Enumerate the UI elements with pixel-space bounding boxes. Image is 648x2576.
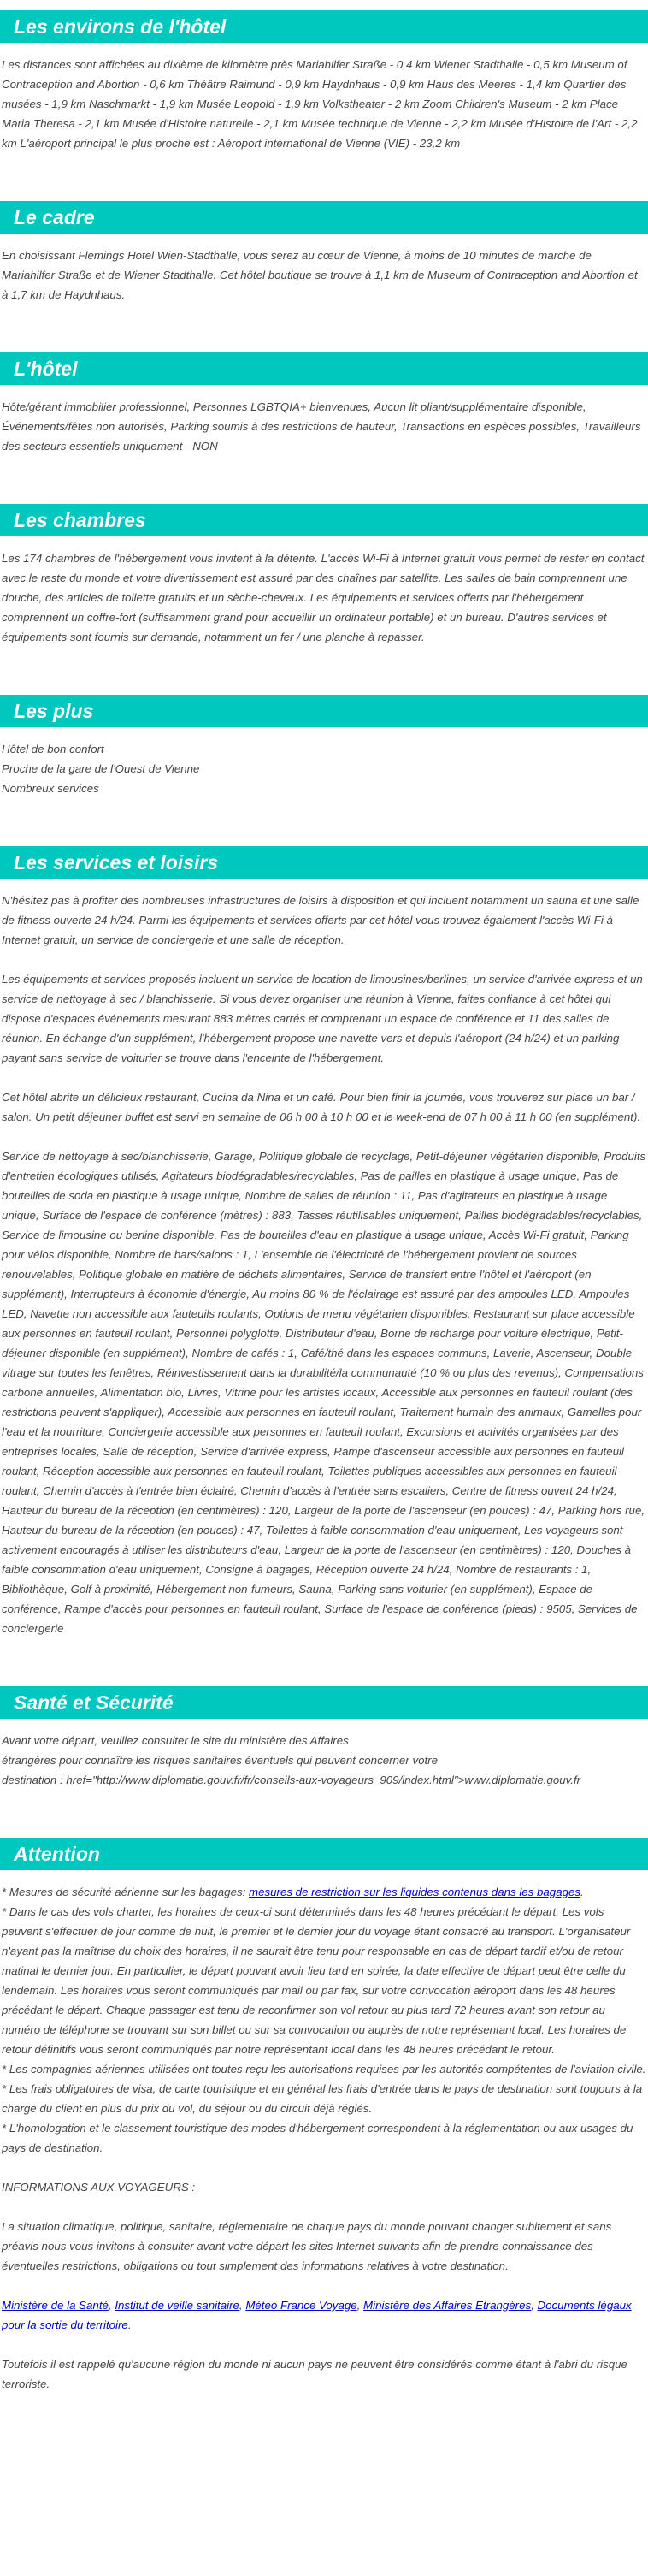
section-services xyxy=(0,846,648,1638)
highlight-item: Hôtel de bon confort xyxy=(2,743,104,755)
section-title: Les plus xyxy=(0,695,648,727)
section-body xyxy=(0,739,648,798)
info-heading: INFORMATIONS AUX VOYAGEURS : xyxy=(2,2181,196,2194)
text-line: destination : href="http://www.diplomatie.gouv.fr/fr/conseils-aux-voyageurs_909/index.html">www.diplomatie.gouv.fr xyxy=(2,1774,581,1786)
paragraph: Hôte/gérant immobilier professionnel, Personnes LGBTQIA+ bienvenues, Aucun lit pliant/supplémentaire disponible, Événements/fêtes non autorisés, Parking soumis à des restrictions de hauteur, Transactions en espèces possibles, Travailleurs des secteurs essentiels uniquement - NON xyxy=(2,400,641,453)
info-links xyxy=(2,2295,646,2335)
section-title: Les services et loisirs xyxy=(0,846,648,879)
section-body xyxy=(0,246,648,305)
airlines-note: * Les compagnies aériennes utilisées ont toutes reçu les autorisations requises par les autorités compétentes de l'aviation civile. xyxy=(2,2063,646,2076)
link-separator: , xyxy=(108,2299,115,2312)
info-text: La situation climatique, politique, sanitaire, réglementaire de chaque pays du monde pouvant changer subitement et sans préavis nous vous invitons à consulter avant votre départ les sites Internet suivants afin de prendre connaissance des éventuelles restrictions, obligations ou tout simplement des informations relatives à votre destination. xyxy=(2,2220,612,2272)
closing-note: Toutefois il est rappelé qu'aucune région du monde ni aucun pays ne peuvent être considérés comme étant à l'abri du risque terroriste. xyxy=(2,2358,627,2390)
link-separator: , xyxy=(239,2299,246,2312)
section-highlights xyxy=(0,695,648,798)
section-body xyxy=(0,891,648,1638)
paragraph: Les distances sont affichées au dixième de kilomètre près Mariahilfer Straße - 0,4 km Wiener Stadthalle - 0,5 km Museum of Contraception and Abortion - 0,6 km Théâtre Raimund - 0,9 km Haydnhaus - 0,9 km Haus des Meeres - 1,4 km Quartier des musées - 1,9 km Naschmarkt - 1,9 km Musée Leopold - 1,9 km Volkstheater - 2 km Zoom Children's Museum - 2 km Place Maria Theresa - 2,1 km Musée d'Histoire naturelle - 2,1 km Musée technique de Vienne - 2,2 km Musée d'Histoire de l'Art - 2,2 km L'aéroport principal le plus proche est : Aéroport international de Vienne (VIE) - 23,2 km xyxy=(2,58,638,150)
link-separator: , xyxy=(356,2299,364,2312)
section-title: Santé et Sécurité xyxy=(0,1686,648,1719)
link-ministere-sante[interactable]: Ministère de la Santé xyxy=(2,2299,109,2312)
link-institut-veille-sanitaire[interactable]: Institut de veille sanitaire xyxy=(115,2299,239,2312)
section-body xyxy=(0,1882,648,2394)
section-body xyxy=(0,1731,648,1790)
fees-note: * Les frais obligatoires de visa, de carte touristique et en général les frais d'entrée dans le pays de destination sont toujours à la charge du client en plus du prix du vol, du séjour ou du circuit déjà réglés. xyxy=(2,2082,643,2115)
link-documents-legaux[interactable]: Documents légaux pour la sortie du territoire xyxy=(2,2299,632,2331)
section-rooms xyxy=(0,504,648,647)
paragraph: En choisissant Flemings Hotel Wien-Stadthalle, vous serez au cœur de Vienne, à moins de 10 minutes de marche de Mariahilfer Straße et de Wiener Stadthalle. Cet hôtel boutique se trouve à 1,1 km de Museum of Contraception and Abortion et à 1,7 km de Haydnhaus. xyxy=(2,249,638,301)
paragraph: Service de nettoyage à sec/blanchisserie, Garage, Politique globale de recyclage, Petit-déjeuner végétarien disponible, Produits d'entretien écologiques utilisés, Agitateurs biodégradables/recyclables, Pas de pailles en plastique à usage unique, Pas de bouteilles de soda en plastique à usage unique, Nombre de salles de réunion : 11, Pas d'agitateurs en plastique à usage unique, Surface de l'espace de conférence (mètres) : 883, Tasses réutilisables uniquement, Pailles biodégradables/recyclables, Service de limousine ou berline disponible, Pas de bouteilles d'eau en plastique à usage unique, Accès Wi-Fi gratuit, Parking pour vélos disponible, Nombre de bars/salons : 1, L'ensemble de l'électricité de l'hébergement provient de sources renouvelables, Politique globale en matière de déchets alimentaires, Service de transfert entre l'hôtel et l'aéroport (en supplément), Interrupteurs à économie d'énergie, Au moins 80 % de l'éclairage est assuré par des ampoules LED, Ampoules LED, Navette non accessible aux fauteuils roulants, Options de menu végétarien disponibles, Restaurant sur place accessible aux personnes en fauteuil roulant, Personnel polyglotte, Distributeur d'eau, Borne de recharge pour voiture électrique, Petit-déjeuner disponible (en supplément), Nombre de cafés : 1, Café/thé dans les espaces communs, Laverie, Ascenseur, Double vitrage sur toutes les fenêtres, Réinvestissement dans la durabilité/la communauté (10 % ou plus des revenus), Compensations carbone annuelles, Alimentation bio, Livres, Vitrine pour les artistes locaux, Accessible aux personnes en fauteuil roulant (des restrictions peuvent s'appliquer), Accessible aux personnes en fauteuil roulant, Traitement humain des animaux, Gamelles pour l'eau et la nourriture, Conciergerie accessible aux personnes en fauteuil roulant, Excursions et activités organisées par des entreprises locales, Salle de réception, Service d'arrivée express, Rampe d'ascenseur accessible aux personnes en fauteuil roulant, Réception accessible aux personnes en fauteuil roulant, Toilettes publiques accessibles aux personnes en fauteuil roulant, Chemin d'accès à l'entrée bien éclairé, Chemin d'accès à l'entrée sans escaliers, Centre de fitness ouvert 24 h/24, Hauteur du bureau de la réception (en centimètres) : 120, Largeur de la porte de l'ascenseur (en pouces) : 47, Parking hors rue, Hauteur du bureau de la réception (en pouces) : 47, Toilettes à faible consommation d'eau uniquement, Les voyageurs sont activement encouragés à utiliser les distributeurs d'eau, Largeur de la porte de l'ascenseur (en centimètres) : 120, Douches à faible consommation d'eau uniquement, Consigne à bagages, Réception ouverte 24 h/24, Nombre de restaurants : 1, Bibliothèque, Golf à proximité, Hébergement non-fumeurs, Sauna, Parking sans voiturier (en supplément), Espace de conférence, Rampe d'accès pour personnes en fauteuil roulant, Surface de l'espace de conférence (pieds) : 9505, Services de conciergerie xyxy=(2,1150,646,1635)
paragraph: Les équipements et services proposés incluent un service de location de limousines/berlines, un service d'arrivée express et un service de nettoyage à sec / blanchisserie. Si vous devez organiser une réunion à Vienne, faites confiance à cet hôtel qui dispose d'espaces événements mesurant 883 mètres carrés et comprenant un espace de conférence et 11 des salles de réunion. En échange d'un supplément, l'hébergement propose une navette vers et depuis l'aéroport (24 h/24) et un parking payant sans service de voiturier se trouve dans l'enceinte de l'hébergement. xyxy=(2,973,643,1064)
section-title: Les environs de l'hôtel xyxy=(0,10,648,43)
highlight-item: Nombreux services xyxy=(2,782,99,795)
text-line: Avant votre départ, veuillez consulter le site du ministère des Affaires xyxy=(2,1734,349,1747)
section-health-safety xyxy=(0,1686,648,1790)
section-body xyxy=(0,397,648,456)
section-attention xyxy=(0,1838,648,2394)
paragraph: Cet hôtel abrite un délicieux restaurant, Cucina da Nina et un café. Pour bien finir la journée, vous trouverez sur place un bar / salon. Un petit déjeuner buffet est servi en semaine de 06 h 00 à 10 h 00 et le week-end de 07 h 00 à 11 h 00 (en supplément). xyxy=(2,1091,641,1123)
baggage-suffix: . xyxy=(580,1886,584,1898)
section-body xyxy=(0,548,648,647)
section-title: Le cadre xyxy=(0,201,648,234)
baggage-note xyxy=(2,1882,646,1902)
text-line: étrangères pour connaître les risques sanitaires éventuels qui peuvent concerner votre xyxy=(2,1754,439,1767)
baggage-prefix: * Mesures de sécurité aérienne sur les bagages: xyxy=(2,1886,249,1898)
section-surroundings xyxy=(0,10,648,153)
highlight-item: Proche de la gare de l'Ouest de Vienne xyxy=(2,762,200,775)
paragraph: N'hésitez pas à profiter des nombreuses infrastructures de loisirs à disposition et qui incluent notamment un sauna et une salle de fitness ouverte 24 h/24. Parmi les équipements et services offerts par cet hôtel vous trouvez également l'accès Wi-Fi à Internet gratuit, un service de conciergerie et une salle de réception. xyxy=(2,894,639,946)
section-body xyxy=(0,55,648,153)
section-setting xyxy=(0,201,648,305)
link-affaires-etrangeres[interactable]: Ministère des Affaires Etrangères xyxy=(363,2299,532,2312)
paragraph: Les 174 chambres de l'hébergement vous invitent à la détente. L'accès Wi-Fi à Internet gratuit vous permet de rester en contact avec le reste du monde et votre divertissement est assuré par des chaînes par satellite. Les salles de bain comprennent une douche, des articles de toilette gratuits et un sèche-cheveux. Les équipements et services offerts par l'hébergement comprennent un coffre-fort (suffisamment grand pour accueillir un ordinateur portable) et un bureau. D'autres services et équipements sont fournis sur demande, notamment un fer / une planche à repasser. xyxy=(2,552,645,643)
links-end: . xyxy=(127,2318,132,2331)
section-title: L'hôtel xyxy=(0,352,648,385)
link-meteo-france-voyage[interactable]: Méteo France Voyage xyxy=(245,2299,357,2312)
section-title: Attention xyxy=(0,1838,648,1870)
section-hotel xyxy=(0,352,648,456)
flight-times-note: * Dans le cas des vols charter, les horaires de ceux-ci sont déterminés dans les 48 heures précédant le départ. Les vols peuvent s'effectuer de jour comme de nuit, le premier et le dernier jour du voyage étant consacré au transport. L'organisateur n'ayant pas la maîtrise du choix des horaires, il ne saurait être tenu pour responsable en cas de départ tardif et/ou de retour matinal le dernier jour. En particulier, le départ pouvant avoir lieu tard en soirée, la date effective de départ peut être celle du lendemain. Les horaires vous seront communiqués par mail ou par fax, sur votre convocation aéroport dans les 48 heures précédant le départ. Chaque passager est tenu de reconfirmer son vol retour au plus tard 72 heures avant son retour au numéro de téléphone se trouvant sur son billet ou sur sa convocation ou auprès de notre représentant local. Les horaires de retour définitifs vous seront communiqués par notre représentant local dans les 48 heures précédant le retour. xyxy=(2,1905,631,2056)
attention-notes xyxy=(2,1882,646,2394)
link-separator: , xyxy=(531,2299,538,2312)
liquid-restrictions-link[interactable]: mesures de restriction sur les liquides contenus dans les bagages xyxy=(249,1886,581,1898)
section-title: Les chambres xyxy=(0,504,648,536)
classification-note: * L'homologation et le classement touristique des modes d'hébergement correspondent à la réglementation ou aux usages du pays de destination. xyxy=(2,2122,633,2154)
